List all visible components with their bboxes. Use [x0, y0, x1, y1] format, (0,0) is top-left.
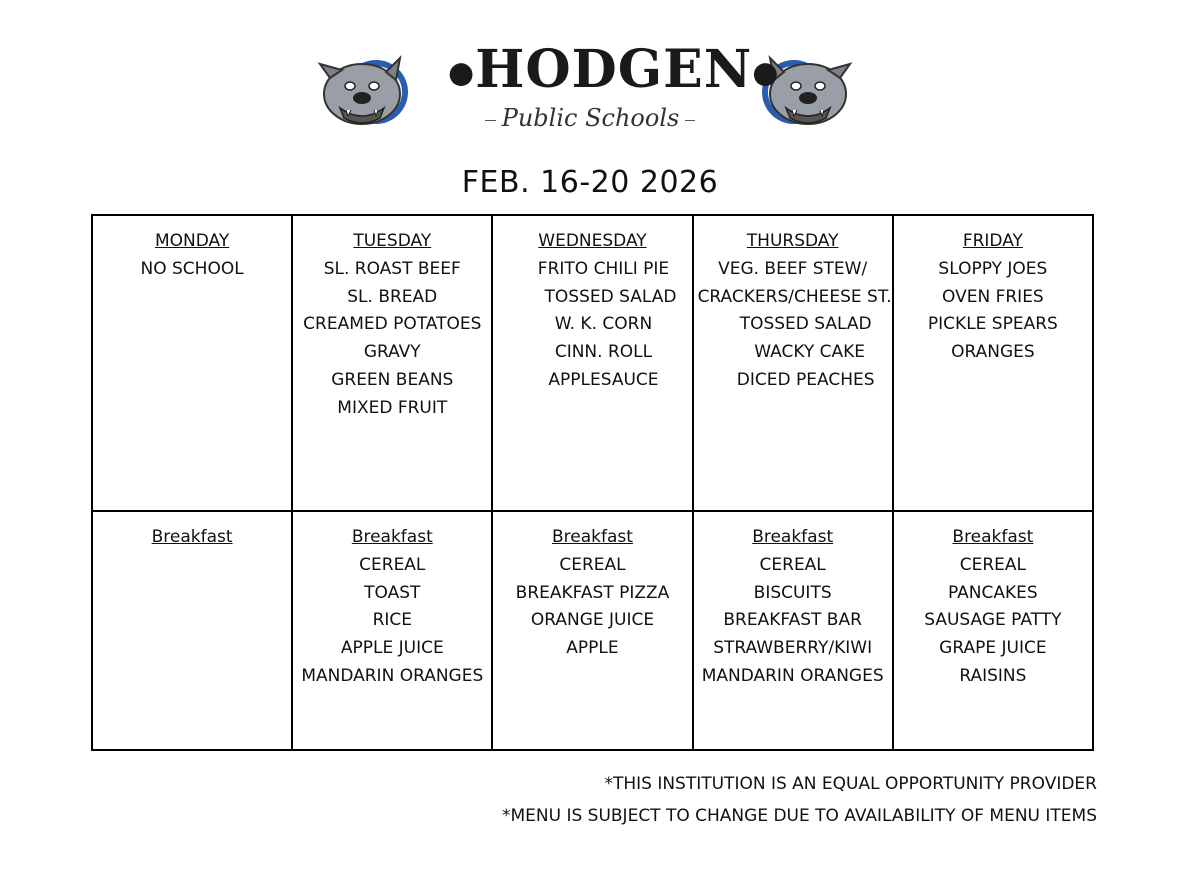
menu-item: BREAKFAST BAR [723, 610, 862, 631]
menu-item: APPLE JUICE [340, 638, 444, 659]
menu-item: TOSSED SALAD [544, 286, 677, 307]
menu-change-note: *MENU IS SUBJECT TO CHANGE DUE TO AVAILABILITY OF MENU ITEMS [501, 806, 1097, 826]
lunch-row [92, 215, 1093, 511]
menu-item: SL. ROAST BEEF [323, 258, 461, 279]
day-header: FRIDAY [962, 231, 1023, 251]
menu-item: CINN. ROLL [554, 342, 653, 363]
lunch-cell-wednesday [492, 215, 692, 511]
day-header: MONDAY [154, 231, 230, 251]
breakfast-header: Breakfast [351, 527, 433, 547]
menu-item: OVEN FRIES [942, 286, 1044, 307]
menu-item: APPLE [566, 638, 619, 659]
menu-item: W. K. CORN [554, 314, 653, 335]
breakfast-header: Breakfast [151, 527, 233, 547]
menu-item: BISCUITS [753, 582, 832, 603]
menu-item: TOAST [364, 582, 421, 603]
menu-item: MANDARIN ORANGES [701, 665, 884, 686]
menu-item: MANDARIN ORANGES [301, 665, 484, 686]
page-header [0, 0, 1201, 150]
lunch-cell-friday [893, 215, 1093, 511]
menu-item: VEG. BEEF STEW/ [718, 258, 868, 279]
menu-item: NO SCHOOL [140, 258, 244, 279]
menu-item: APPLESAUCE [548, 369, 659, 390]
menu-item: CEREAL [759, 554, 826, 575]
equal-opportunity-note: *THIS INSTITUTION IS AN EQUAL OPPORTUNITY PROVIDER [604, 774, 1097, 794]
day-header: THURSDAY [746, 231, 839, 251]
menu-item: ORANGE JUICE [530, 610, 655, 631]
menu-item: TOSSED SALAD [739, 314, 872, 335]
menu-item: BREAKFAST PIZZA [515, 582, 670, 603]
menu-item: GRAPE JUICE [939, 638, 1047, 659]
school-logo: ●HODGEN● Public Schools [448, 39, 780, 132]
menu-item: FRITO CHILI PIE [537, 258, 670, 279]
menu-table [91, 214, 1094, 751]
footer-notes [502, 768, 1097, 832]
breakfast-header: Breakfast [552, 527, 633, 547]
breakfast-row [92, 511, 1093, 750]
menu-item: MIXED FRUIT [337, 397, 448, 418]
menu-item: CEREAL [559, 554, 626, 575]
menu-item: SAUSAGE PATTY [924, 610, 1062, 631]
logo-sub-text: Public Schools [496, 104, 686, 132]
day-header: TUESDAY [353, 231, 432, 251]
breakfast-header: Breakfast [952, 527, 1034, 547]
bulldog-mascot-icon [316, 48, 408, 134]
lunch-cell-thursday [693, 215, 893, 511]
breakfast-cell-friday [893, 511, 1093, 750]
breakfast-cell-thursday [693, 511, 893, 750]
menu-item: GRAVY [363, 342, 421, 363]
menu-item: DICED PEACHES [736, 369, 875, 390]
breakfast-cell-monday [92, 511, 292, 750]
menu-item: CREAMED POTATOES [303, 314, 482, 335]
menu-item: CEREAL [359, 554, 426, 575]
day-header: WEDNESDAY [538, 231, 647, 251]
menu-item: RAISINS [959, 665, 1027, 686]
lunch-cell-tuesday [292, 215, 492, 511]
page-title: FEB. 16-20 2026 [461, 165, 719, 200]
menu-item: PANCAKES [948, 582, 1038, 603]
menu-item: SLOPPY JOES [938, 258, 1048, 279]
menu-item: GREEN BEANS [331, 369, 454, 390]
menu-item: PICKLE SPEARS [927, 314, 1058, 335]
breakfast-cell-tuesday [292, 511, 492, 750]
lunch-cell-monday [92, 215, 292, 511]
menu-item: STRAWBERRY/KIWI [713, 638, 873, 659]
menu-item: CRACKERS/CHEESE ST. [697, 286, 892, 307]
logo-main-text: HODGEN [475, 39, 753, 100]
menu-item: ORANGES [951, 342, 1035, 363]
menu-item: RICE [372, 610, 412, 631]
menu-item: SL. BREAD [347, 286, 438, 307]
breakfast-cell-wednesday [492, 511, 692, 750]
menu-item: CEREAL [959, 554, 1026, 575]
menu-item: WACKY CAKE [754, 342, 866, 363]
breakfast-header: Breakfast [752, 527, 834, 547]
